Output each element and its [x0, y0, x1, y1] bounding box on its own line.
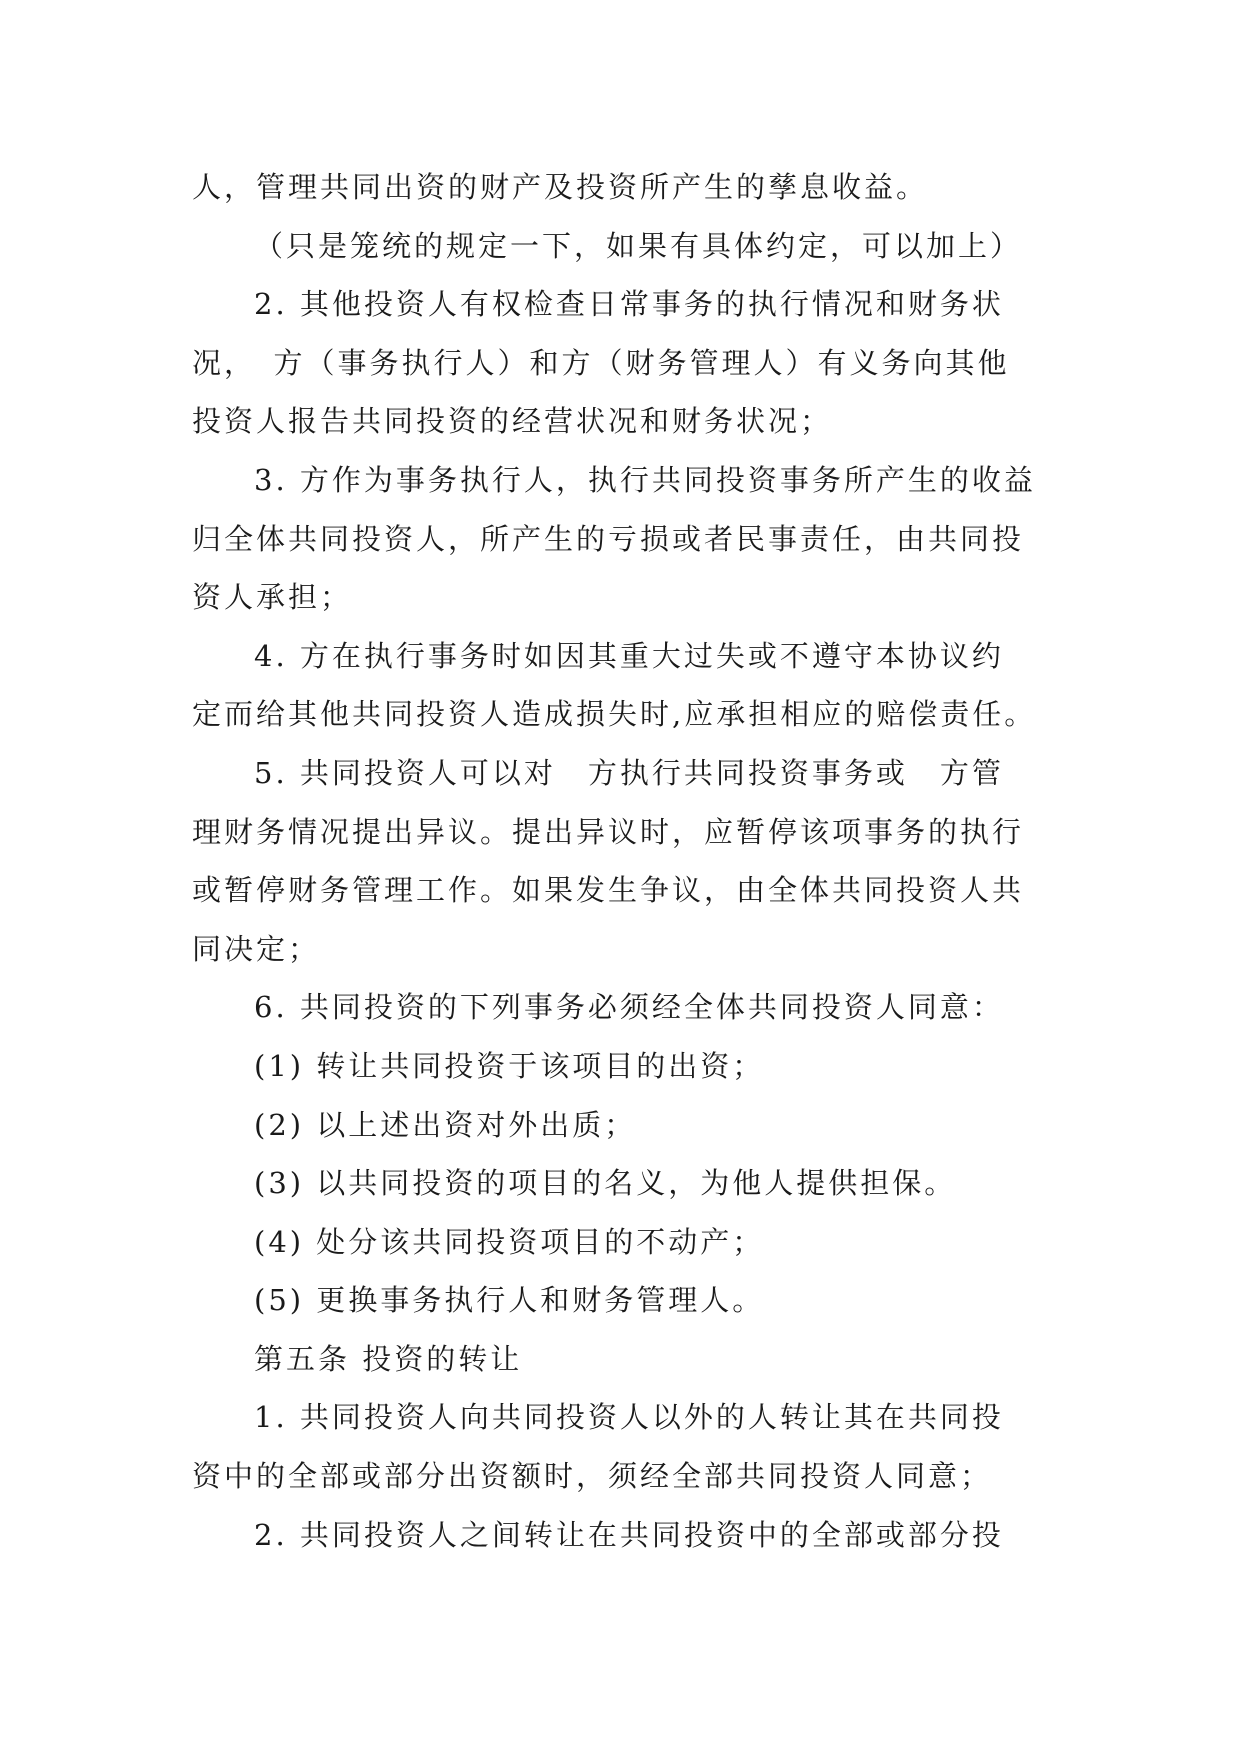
text-line: 2. 共同投资人之间转让在共同投资中的全部或部分投 [254, 1517, 1004, 1552]
text-line: 资中的全部或部分出资额时，须经全部共同投资人同意； [192, 1459, 993, 1494]
text-line: 1. 共同投资人向共同投资人以外的人转让其在共同投 [254, 1400, 1004, 1435]
text-line: 4. 方在执行事务时如因其重大过失或不遵守本协议约 [254, 638, 1004, 673]
text-line: 定而给其他共同投资人造成损失时,应承担相应的赔偿责任。 [192, 697, 1037, 732]
text-line: 第五条 投资的转让 [254, 1341, 523, 1376]
text-line: (1) 转让共同投资于该项目的出资； [254, 1048, 765, 1083]
text-line: 投资人报告共同投资的经营状况和财务状况； [192, 404, 833, 439]
text-line: (4) 处分该共同投资项目的不动产； [254, 1224, 765, 1259]
text-line: 3. 方作为事务执行人，执行共同投资事务所产生的收益 [254, 462, 1036, 497]
text-line: (3) 以共同投资的项目的名义，为他人提供担保。 [254, 1166, 957, 1201]
text-line: 6. 共同投资的下列事务必须经全体共同投资人同意： [254, 990, 1004, 1025]
text-line: 5. 共同投资人可以对 方执行共同投资事务或 方管 [254, 755, 1004, 790]
text-line: 或暂停财务管理工作。如果发生争议，由全体共同投资人共 [192, 873, 1025, 908]
text-line: (2) 以上述出资对外出质； [254, 1107, 637, 1142]
text-line: 理财务情况提出异议。提出异议时，应暂停该项事务的执行 [192, 814, 1025, 849]
text-line: 2. 其他投资人有权检查日常事务的执行情况和财务状 [254, 287, 1004, 322]
text-line: (5) 更换事务执行人和财务管理人。 [254, 1283, 765, 1318]
text-line: 归全体共同投资人，所产生的亏损或者民事责任，由共同投 [192, 521, 1025, 556]
text-line: 人，管理共同出资的财产及投资所产生的孳息收益。 [192, 170, 929, 204]
text-line: 同决定； [192, 931, 321, 966]
document-body [192, 158, 1072, 1564]
text-line: 况， 方（事务执行人）和方（财务管理人）有义务向其他 [192, 345, 1010, 380]
text-line: 资人承担； [192, 580, 353, 615]
text-line: （只是笼统的规定一下，如果有具体约定，可以加上） [254, 228, 1023, 263]
